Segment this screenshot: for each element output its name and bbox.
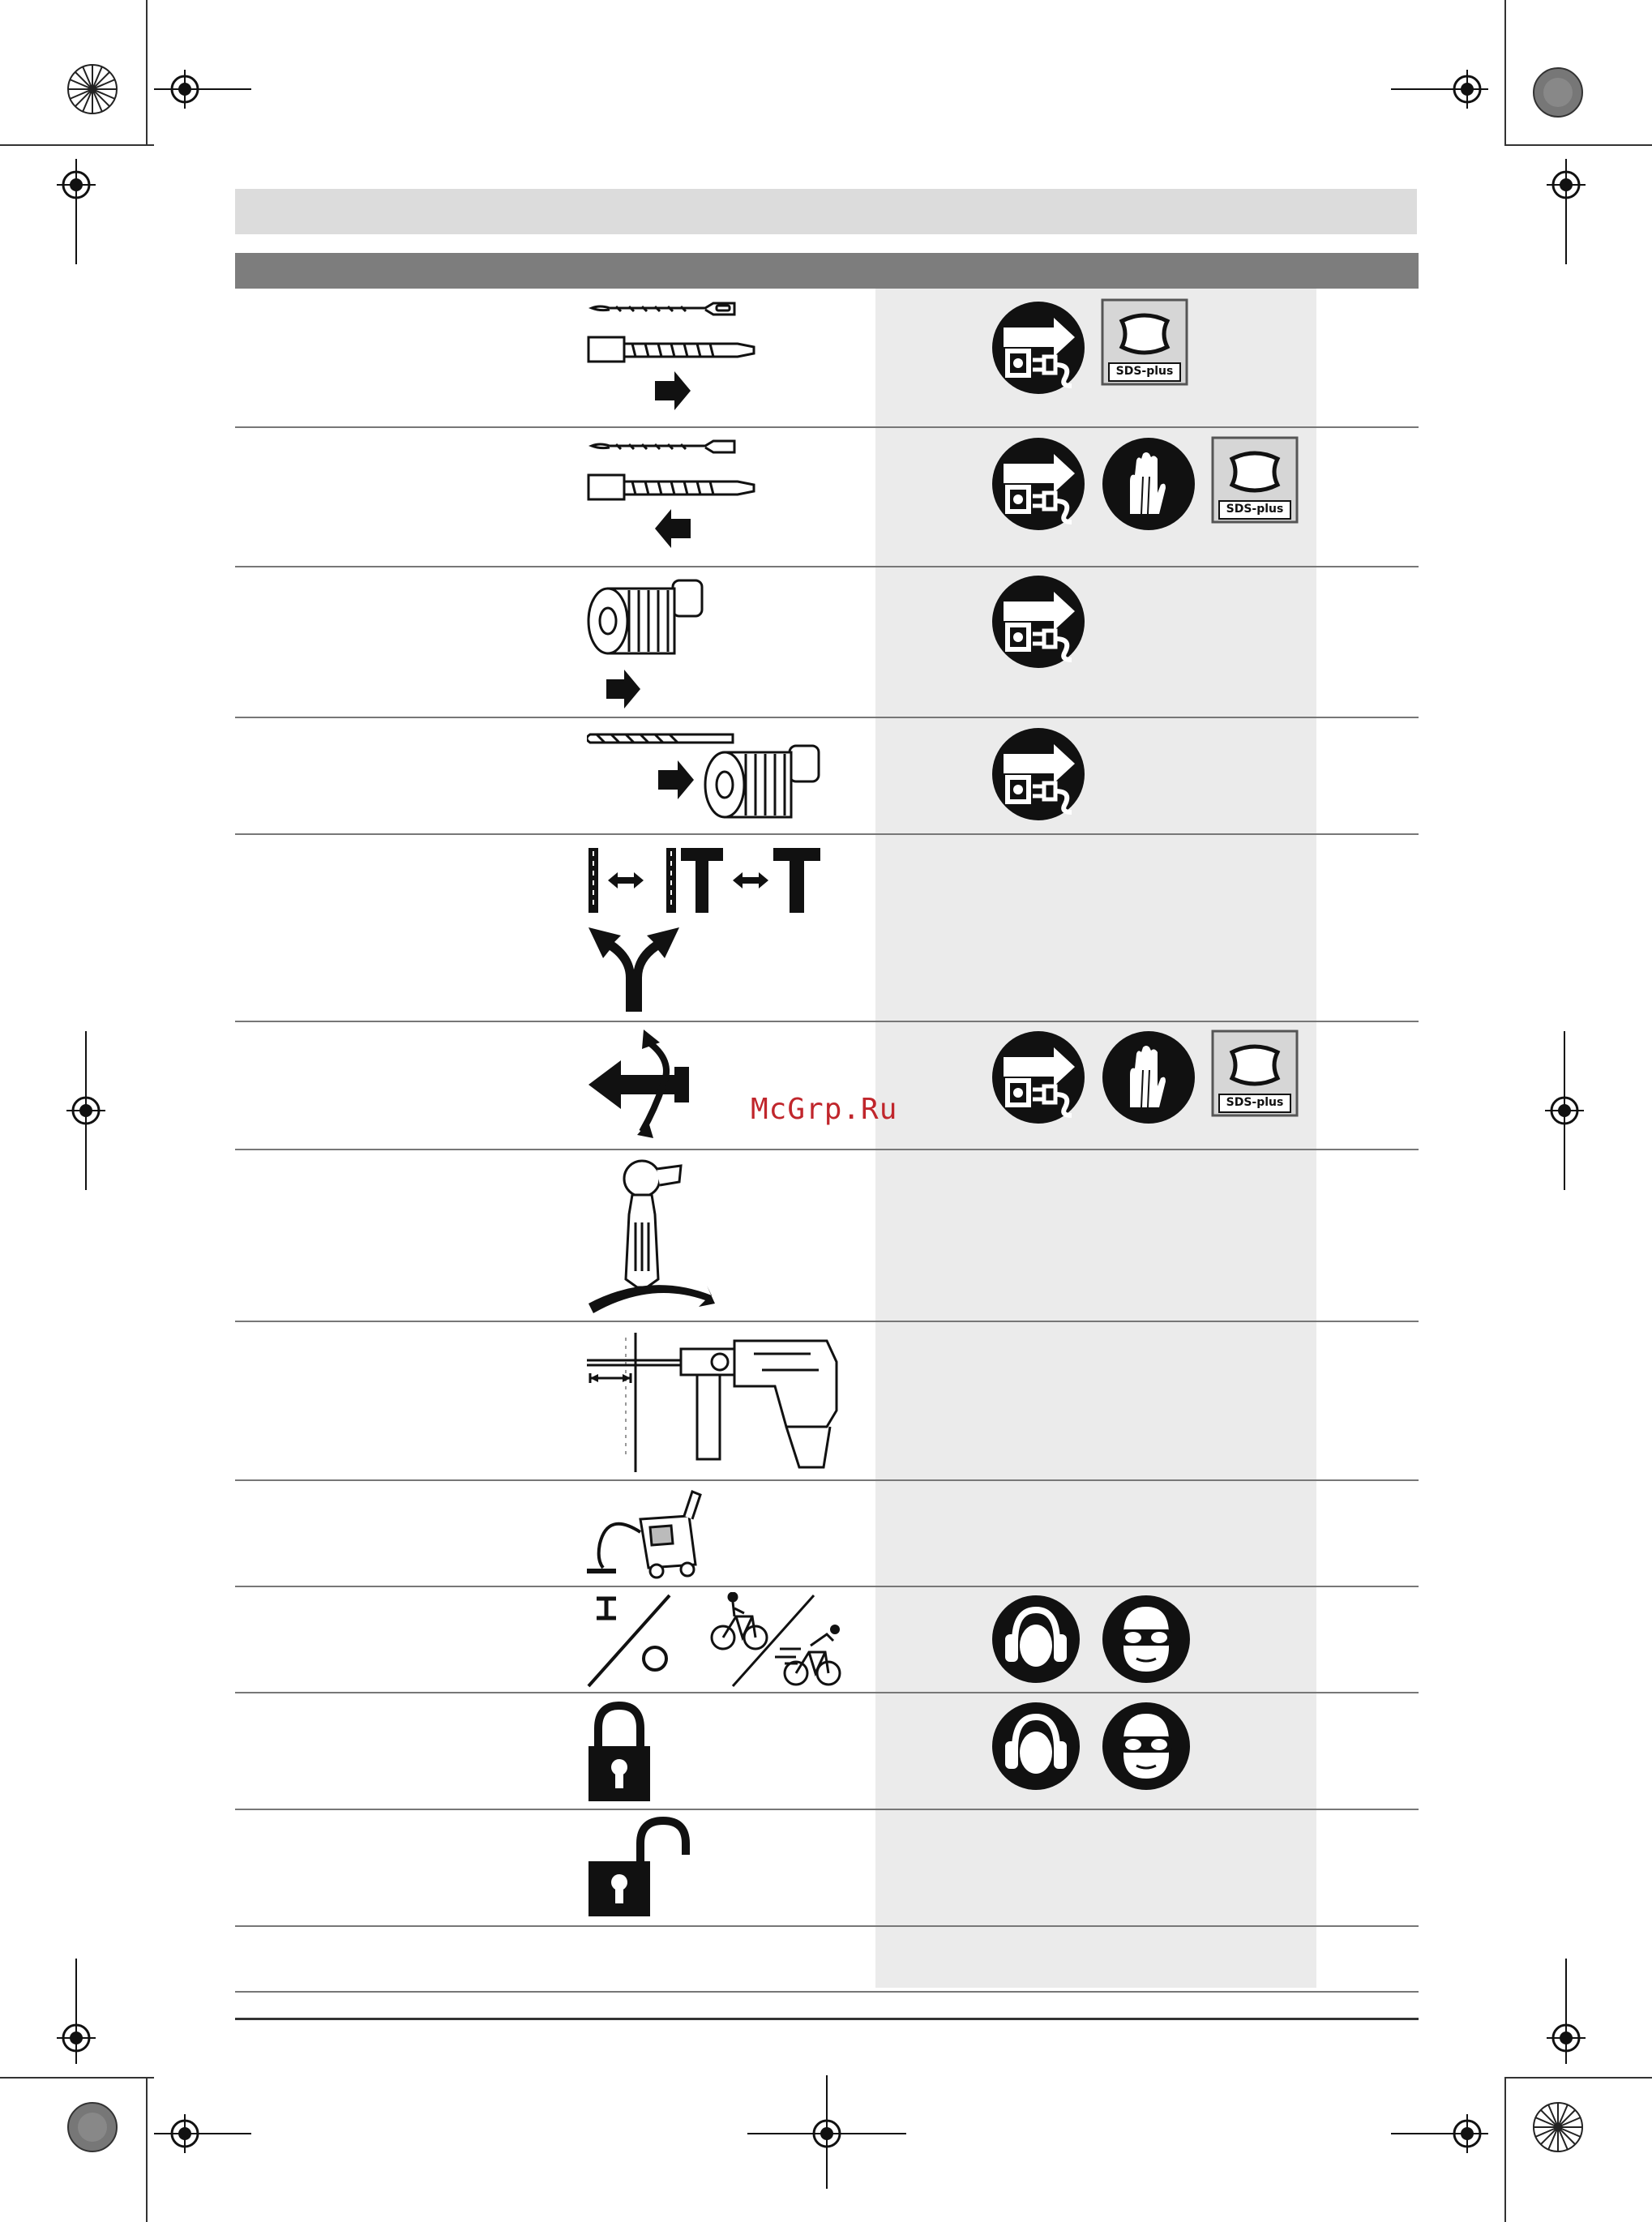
row-divider — [235, 1586, 1419, 1587]
crop-mark — [0, 144, 154, 146]
crop-mark — [1504, 2077, 1506, 2222]
sds-plus-label: SDS-plus — [1226, 1096, 1284, 1109]
watermark-text: McGrp.Ru — [751, 1093, 898, 1126]
sds-tool-insert-illustration — [584, 297, 762, 426]
crop-mark — [1504, 0, 1506, 146]
registration-crosshair-icon — [154, 2114, 251, 2153]
row-divider — [235, 1692, 1419, 1693]
shaded-column — [875, 289, 1316, 1988]
registration-crosshair-icon — [1391, 2114, 1488, 2153]
registration-target-icon — [66, 63, 118, 115]
registration-crosshair-icon — [57, 159, 96, 264]
crop-mark — [146, 2077, 148, 2222]
depth-stop-illustration — [584, 1329, 843, 1475]
row-divider — [235, 717, 1419, 718]
row-divider — [235, 1021, 1419, 1022]
registration-crosshair-icon — [1547, 159, 1586, 264]
sds-tool-remove-illustration — [584, 435, 762, 564]
sds-plus-icon — [1101, 298, 1188, 386]
unplug-icon — [991, 300, 1086, 396]
vacuum-cleaner-illustration — [584, 1487, 705, 1581]
row-divider — [235, 566, 1419, 567]
lock-closed-icon — [587, 1701, 652, 1803]
gloves-icon — [1101, 436, 1196, 532]
gloves-icon — [1101, 1030, 1196, 1125]
sds-plus-label: SDS-plus — [1115, 365, 1174, 378]
sds-plus-label: SDS-plus — [1226, 503, 1284, 516]
row-divider — [235, 833, 1419, 835]
registration-crosshair-icon — [1545, 1031, 1584, 1190]
switch-illustration — [585, 1592, 683, 1689]
registration-gray-target-icon — [66, 2101, 118, 2153]
auxiliary-handle-illustration — [585, 1158, 715, 1317]
registration-crosshair-icon — [747, 2075, 906, 2189]
ear-protection-icon — [991, 1594, 1081, 1685]
chisel-position-illustration — [585, 1028, 699, 1141]
registration-crosshair-icon — [1391, 70, 1488, 109]
registration-gray-target-icon — [1532, 66, 1584, 118]
header-bar-light — [235, 189, 1417, 234]
bottom-rule — [235, 2018, 1419, 2020]
row-divider — [235, 426, 1419, 428]
sds-plus-icon — [1211, 1030, 1299, 1117]
eye-protection-icon — [1101, 1594, 1192, 1685]
ear-protection-icon — [991, 1701, 1081, 1792]
row-divider — [235, 1479, 1419, 1481]
registration-crosshair-icon — [57, 1959, 96, 2064]
registration-crosshair-icon — [1547, 1959, 1586, 2064]
registration-crosshair-icon — [66, 1031, 105, 1190]
crop-mark — [146, 0, 148, 146]
speed-illustration — [707, 1592, 869, 1689]
sds-plus-icon — [1211, 436, 1299, 524]
registration-crosshair-icon — [154, 70, 251, 109]
row-divider — [235, 1925, 1419, 1927]
lock-open-icon — [587, 1816, 700, 1918]
key-chuck-illustration — [584, 572, 713, 715]
unplug-icon — [991, 1030, 1086, 1125]
crop-mark — [1504, 144, 1652, 146]
unplug-icon — [991, 726, 1086, 822]
row-divider — [235, 1809, 1419, 1810]
crop-mark — [0, 2077, 154, 2079]
unplug-icon — [991, 574, 1086, 670]
registration-target-icon — [1532, 2101, 1584, 2153]
eye-protection-icon — [1101, 1701, 1192, 1792]
row-divider — [235, 1321, 1419, 1322]
crop-mark — [1504, 2077, 1652, 2079]
operating-mode-illustration — [585, 840, 828, 1018]
drill-bit-chuck-illustration — [587, 723, 830, 833]
unplug-icon — [991, 436, 1086, 532]
row-divider — [235, 1149, 1419, 1150]
header-bar-dark — [235, 253, 1419, 289]
row-divider — [235, 1991, 1419, 1993]
